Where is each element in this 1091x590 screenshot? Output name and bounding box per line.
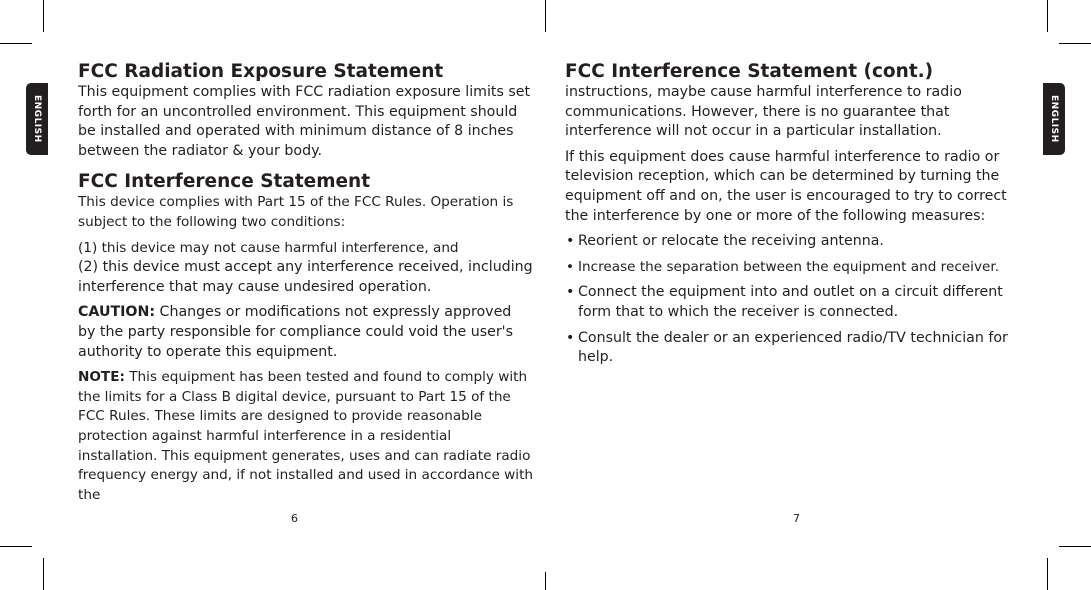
list-item: • Increase the separation between the equipment and receiver. <box>565 258 1020 278</box>
crop-mark <box>545 572 546 590</box>
crop-mark <box>1047 558 1048 590</box>
page-number: 7 <box>793 512 800 525</box>
caution-paragraph <box>78 303 533 362</box>
crop-mark <box>43 558 44 590</box>
crop-mark <box>545 0 546 32</box>
heading-interference-cont: FCC Interference Statement (cont.) <box>565 61 934 82</box>
list-item: • Consult the dealer or an experienced radio/TV technician for help. <box>565 329 1020 368</box>
caution-text: Changes or modifications not expressly approved by the party responsible for compliance could void the user's authority to operate this equipment. <box>78 304 513 360</box>
language-label: ENGLISH <box>1049 95 1059 143</box>
paragraph: instructions, maybe cause harmful interference to radio communications. However, there is no guarantee that interference will not occur in a particular installation. <box>565 84 962 140</box>
crop-mark <box>1059 546 1091 547</box>
list-item: • Reorient or relocate the receiving antenna. <box>565 232 1020 252</box>
note-text: This equipment has been tested and found to comply with the limits for a Class B digital device, pursuant to Part 15 of the FCC Rules. These limits are designed to provide reasonable protection against harmful interference in a residential installation. This equipment generates, uses and can radiate radio frequency energy and, if not installed and used in accordance with the <box>78 369 534 503</box>
paragraph: This equipment complies with FCC radiation exposure limits set forth for an uncontrolled environment. This equipment should be installed and operated with minimum distance of 8 inches between the radiator & your body. <box>78 84 531 159</box>
list-item: • Connect the equipment into and outlet on a circuit different form that to which the receiver is connected. <box>565 283 1020 322</box>
crop-mark <box>1047 0 1048 32</box>
paragraph: If this equipment does cause harmful interference to radio or television reception, which can be determined by turning the equipment off and on, the user is encouraged to try to correct the interference by one or more of the following measures: <box>565 148 1007 224</box>
crop-mark <box>1059 43 1091 44</box>
paragraph: This device complies with Part 15 of the FCC Rules. Operation is subject to the following two conditions: <box>78 194 514 230</box>
page-number: 6 <box>291 512 298 525</box>
right-page-content <box>565 61 1020 374</box>
crop-mark <box>0 546 32 547</box>
heading-interference: FCC Interference Statement <box>78 171 371 193</box>
left-page-content <box>78 61 533 511</box>
language-tab <box>1043 83 1065 155</box>
condition-2: (2) this device must accept any interference received, including interference that may cause undesired operation. <box>78 259 533 295</box>
crop-mark <box>43 0 44 32</box>
crop-mark <box>0 43 32 44</box>
heading-radiation-exposure: FCC Radiation Exposure Statement <box>78 61 444 82</box>
note-label: NOTE: <box>78 369 125 386</box>
caution-label: CAUTION: <box>78 304 156 321</box>
language-tab <box>26 83 48 155</box>
measures-list <box>565 232 1020 368</box>
condition-1: (1) this device may not cause harmful interference, and <box>78 239 459 256</box>
language-label: ENGLISH <box>32 95 42 143</box>
note-paragraph <box>78 368 533 505</box>
